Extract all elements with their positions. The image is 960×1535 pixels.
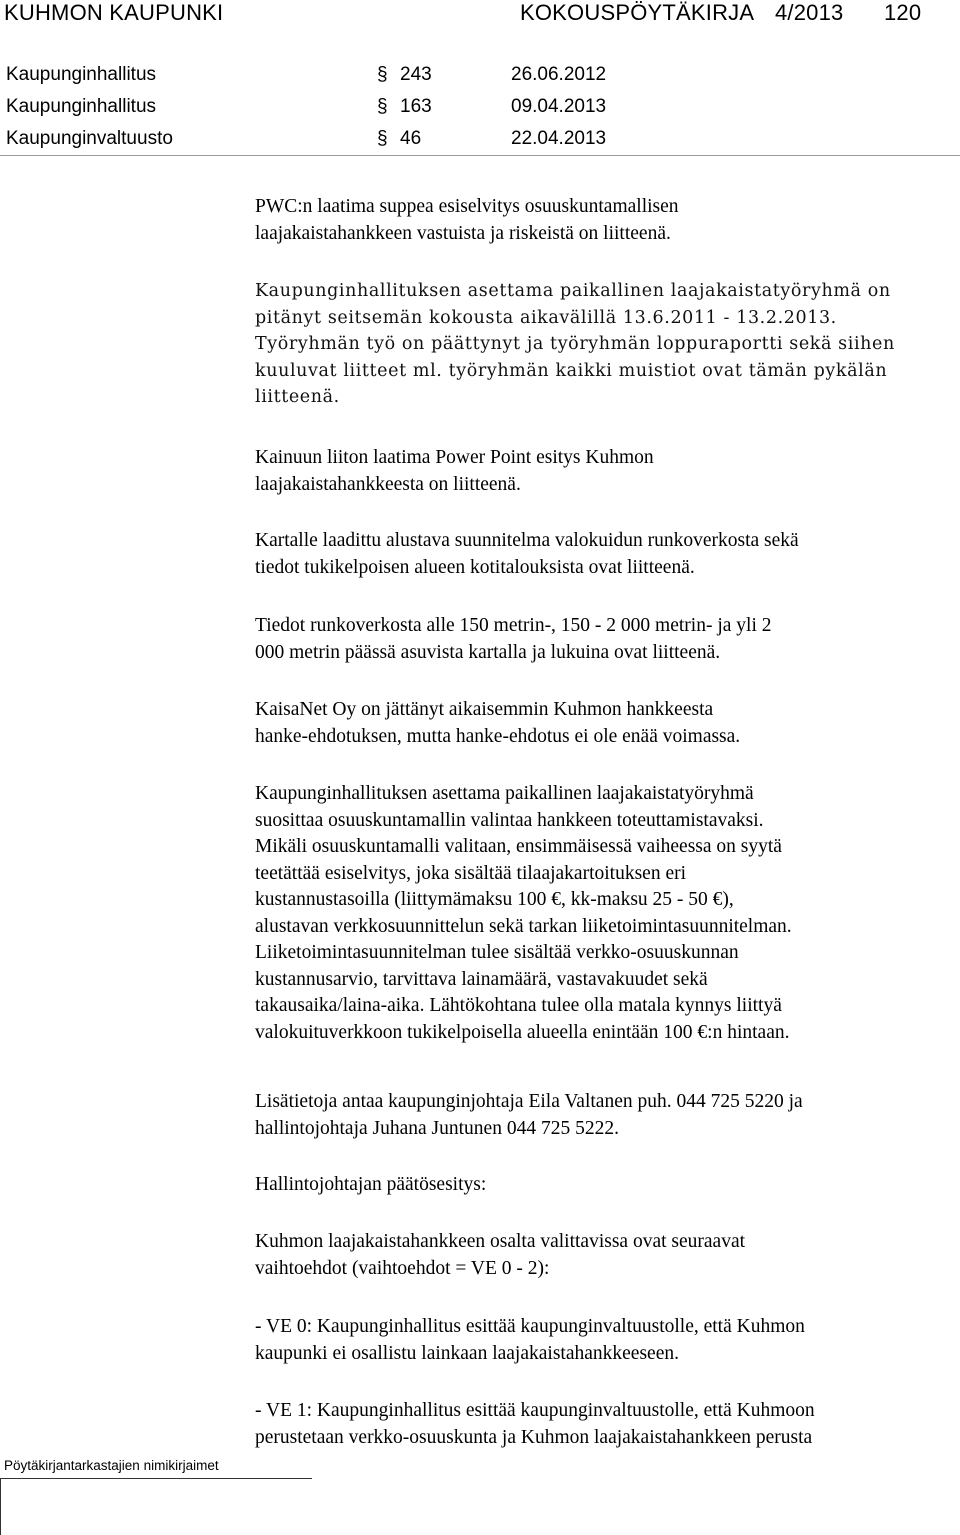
text-line: hallintojohtaja Juhana Juntunen 044 725 5222. — [255, 1117, 619, 1139]
text-line: takausaika/laina-aika. Lähtökohtana tulee olla matala kynnys liittyä — [255, 995, 782, 1016]
header-divider — [0, 155, 960, 156]
signature-box-top-border — [0, 1478, 312, 1479]
text-line: kaupunki ei osallistu lainkaan laajakaistahankkeeseen. — [255, 1342, 679, 1364]
text-line: Kartalle laadittu alustava suunnitelma valokuidun runkoverkosta sekä — [255, 530, 799, 551]
text-line: Kaupunginhallituksen asettama paikallinen laajakaistatyöryhmä on — [255, 281, 891, 301]
text-line: laajakaistahankkeesta on liitteenä. — [255, 473, 521, 495]
paragraph-kainuu-presentation — [255, 445, 945, 498]
text-line: Kainuun liiton laatima Power Point esitys Kuhmon — [255, 447, 654, 468]
paragraph-map-plan — [255, 528, 945, 581]
reference-number: 46 — [400, 128, 422, 149]
text-line: pitänyt seitsemän kokousta aikavälillä 13.6.2011 - 13.2.2013. — [255, 307, 837, 328]
paragraph-network-distances — [255, 613, 945, 666]
text-line: vaihtoehdot (vaihtoehdot = VE 0 - 2): — [255, 1257, 550, 1279]
text-line: tiedot tukikelpoisen alueen kotitalouksista ovat liitteenä. — [255, 556, 695, 578]
paragraph-kaisanet — [255, 697, 945, 750]
text-line: Hallintojohtajan päätösesitys: — [255, 1174, 487, 1195]
reference-body: Kaupunginhallitus — [6, 96, 157, 117]
section-sign: § — [377, 96, 388, 117]
paragraph-alternatives — [255, 1229, 945, 1282]
paragraph-pwc-survey — [255, 194, 945, 247]
text-line: KaisaNet Oy on jättänyt aikaisemmin Kuhmon hankkeesta — [255, 699, 714, 720]
document-organization: KUHMON KAUPUNKI — [4, 0, 224, 25]
text-line: PWC:n laatima suppea esiselvitys osuuskuntamallisen — [255, 196, 679, 217]
text-line: liitteenä. — [255, 387, 340, 407]
paragraph-option-ve0 — [255, 1314, 945, 1367]
text-line: teetättää esiselvitys, joka sisältää tilaajakartoituksen eri — [255, 862, 687, 884]
text-line: hanke-ehdotuksen, mutta hanke-ehdotus ei ole enää voimassa. — [255, 725, 741, 747]
section-sign: § — [377, 128, 388, 149]
section-sign: § — [377, 64, 388, 85]
text-line: laajakaistahankkeen vastuista ja riskeistä on liitteenä. — [255, 222, 671, 244]
text-line: Kaupunginhallituksen asettama paikallinen laajakaistatyöryhmä — [255, 783, 754, 804]
text-line: kuuluvat liitteet ml. työryhmän kaikki muistiot ovat tämän pykälän — [255, 360, 888, 381]
document-type: KOKOUSPÖYTÄKIRJA — [520, 0, 755, 25]
reference-date: 22.04.2013 — [511, 128, 607, 149]
text-line: perustetaan verkko-osuuskunta ja Kuhmon laajakaistahankkeen perusta — [255, 1426, 813, 1448]
paragraph-contact-info — [255, 1089, 945, 1142]
text-line: 000 metrin päässä asuvista kartalla ja lukuina ovat liitteenä. — [255, 641, 721, 663]
reference-row — [0, 96, 960, 124]
document-issue: 4/2013 — [775, 0, 844, 25]
text-line: Tiedot runkoverkosta alle 150 metrin-, 150 - 2 000 metrin- ja yli 2 — [255, 615, 772, 636]
signature-box-left-border — [0, 1478, 1, 1535]
text-line: Lisätietoja antaa kaupunginjohtaja Eila Valtanen puh. 044 725 5220 ja — [255, 1091, 803, 1112]
paragraph-cooperative-recommendation — [255, 781, 945, 1046]
reference-number: 163 — [400, 96, 432, 117]
text-line: alustavan verkkosuunnittelun sekä tarkan liiketoimintasuunnitelman. — [255, 915, 792, 937]
text-line: Mikäli osuuskuntamalli valitaan, ensimmäisessä vaiheessa on syytä — [255, 836, 782, 857]
text-line: - VE 1: Kaupunginhallitus esittää kaupunginvaltuustolle, että Kuhmoon — [255, 1400, 815, 1421]
reference-row — [0, 64, 960, 92]
text-line: Kuhmon laajakaistahankkeen osalta valittavissa ovat seuraavat — [255, 1231, 746, 1252]
reference-date: 26.06.2012 — [511, 64, 607, 85]
reference-body: Kaupunginvaltuusto — [6, 128, 173, 149]
page-number: 120 — [884, 0, 922, 25]
text-line: suosittaa osuuskuntamallin valintaa hankkeen toteuttamistavaksi. — [255, 809, 764, 831]
signature-label: Pöytäkirjantarkastajien nimikirjaimet — [4, 1458, 219, 1473]
reference-number: 243 — [400, 64, 432, 85]
proposal-heading — [255, 1172, 945, 1199]
text-line: kustannusarvio, tarvittava lainamäärä, vastavakuudet sekä — [255, 968, 708, 990]
text-line: - VE 0: Kaupunginhallitus esittää kaupunginvaltuustolle, että Kuhmon — [255, 1316, 805, 1337]
reference-date: 09.04.2013 — [511, 96, 607, 117]
paragraph-working-group — [255, 278, 945, 411]
text-line: kustannustasoilla (liittymämaksu 100 €, kk-maksu 25 - 50 €), — [255, 889, 734, 910]
text-line: valokuituverkkoon tukikelpoisella alueella enintään 100 €:n hintaan. — [255, 1021, 790, 1043]
text-line: Työryhmän työ on päättynyt ja työryhmän loppuraportti sekä siihen — [255, 334, 895, 354]
reference-row — [0, 128, 960, 156]
paragraph-option-ve1 — [255, 1398, 945, 1451]
reference-body: Kaupunginhallitus — [6, 64, 157, 85]
text-line: Liiketoimintasuunnitelman tulee sisältää verkko-osuuskunnan — [255, 942, 739, 963]
